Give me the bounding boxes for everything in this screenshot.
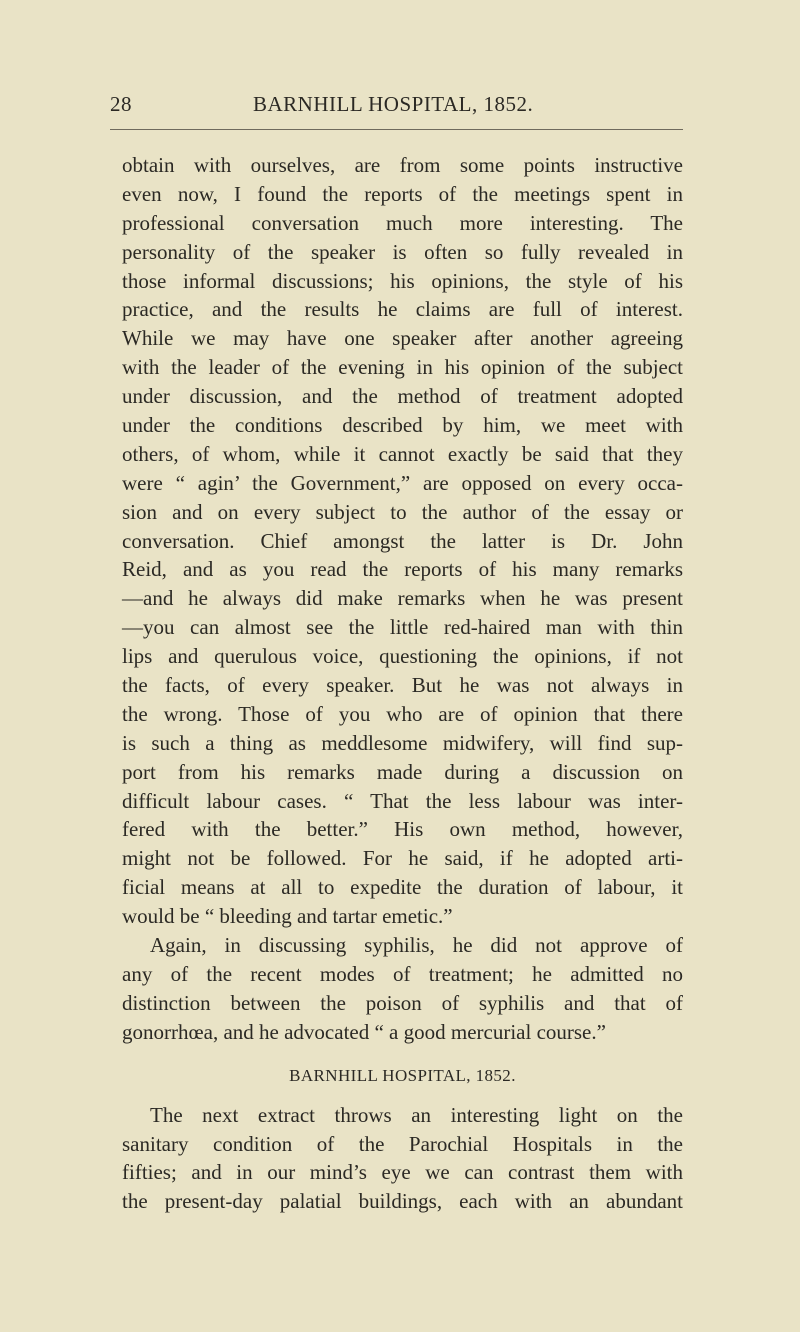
page-number: 28 (110, 92, 132, 116)
text-line: under the conditions described by him, we meet with (122, 413, 683, 438)
text-line: lips and querulous voice, questioning the opinions, if not (122, 644, 683, 669)
text-line: under discussion, and the method of treatment adopted (122, 384, 683, 409)
text-line: sanitary condition of the Parochial Hospitals in the (122, 1131, 683, 1156)
text-line: Reid, and as you read the reports of his many remarks (122, 557, 683, 582)
text-line: fered with the better.” His own method, however, (122, 817, 683, 842)
text-line: difficult labour cases. “ That the less labour was inter- (122, 788, 683, 813)
body-text (122, 151, 683, 1216)
running-title: BARNHILL HOSPITAL, 1852. (253, 92, 534, 116)
paragraph-1 (122, 151, 683, 931)
text-line: port from his remarks made during a discussion on (122, 759, 683, 784)
text-line: ficial means at all to expedite the duration of labour, it (122, 875, 683, 900)
text-line: While we may have one speaker after another agreeing (122, 326, 683, 351)
text-line: with the leader of the evening in his opinion of the subject (122, 355, 683, 380)
text-line: conversation. Chief amongst the latter is Dr. John (122, 528, 683, 553)
text-line: obtain with ourselves, are from some points instructive (122, 153, 683, 177)
text-line: those informal discussions; his opinions, the style of his (122, 268, 683, 293)
running-head (110, 92, 720, 120)
text-line: gonorrhœa, and he advocated “ a good mercurial course.” (122, 1019, 606, 1044)
text-line: the facts, of every speaker. But he was not always in (122, 673, 683, 698)
text-line: fifties; and in our mind’s eye we can contrast them with (122, 1160, 683, 1185)
text-line: the wrong. Those of you who are of opinion that there (122, 701, 683, 726)
text-line: personality of the speaker is often so fully revealed in (122, 239, 683, 264)
text-line: any of the recent modes of treatment; he admitted no (122, 961, 683, 986)
text-line: practice, and the results he claims are full of interest. (122, 297, 683, 322)
text-line: the present-day palatial buildings, each with an abundant (122, 1189, 683, 1214)
text-line: others, of whom, while it cannot exactly be said that they (122, 441, 683, 466)
text-line: is such a thing as meddlesome midwifery, will find sup- (122, 730, 683, 755)
text-line: professional conversation much more interesting. The (122, 210, 683, 235)
section-heading: BARNHILL HOSPITAL, 1852. (289, 1065, 516, 1085)
text-line: would be “ bleeding and tartar emetic.” (122, 904, 453, 929)
text-line: The next extract throws an interesting light on the (150, 1102, 683, 1127)
text-line: were “ agin’ the Government,” are opposed on every occa- (122, 470, 683, 495)
text-line: even now, I found the reports of the meetings spent in (122, 181, 683, 206)
text-line: distinction between the poison of syphilis and that of (122, 990, 683, 1015)
text-line: might not be followed. For he said, if he adopted arti- (122, 846, 683, 871)
text-line: Again, in discussing syphilis, he did not approve of (150, 933, 683, 958)
text-line: —and he always did make remarks when he was present (122, 586, 683, 611)
paragraph-2 (122, 931, 683, 1047)
text-line: sion and on every subject to the author of the essay or (122, 499, 683, 524)
text-line: —you can almost see the little red-haired man with thin (122, 615, 683, 640)
paragraph-3 (122, 1101, 683, 1217)
header-rule (110, 129, 683, 130)
